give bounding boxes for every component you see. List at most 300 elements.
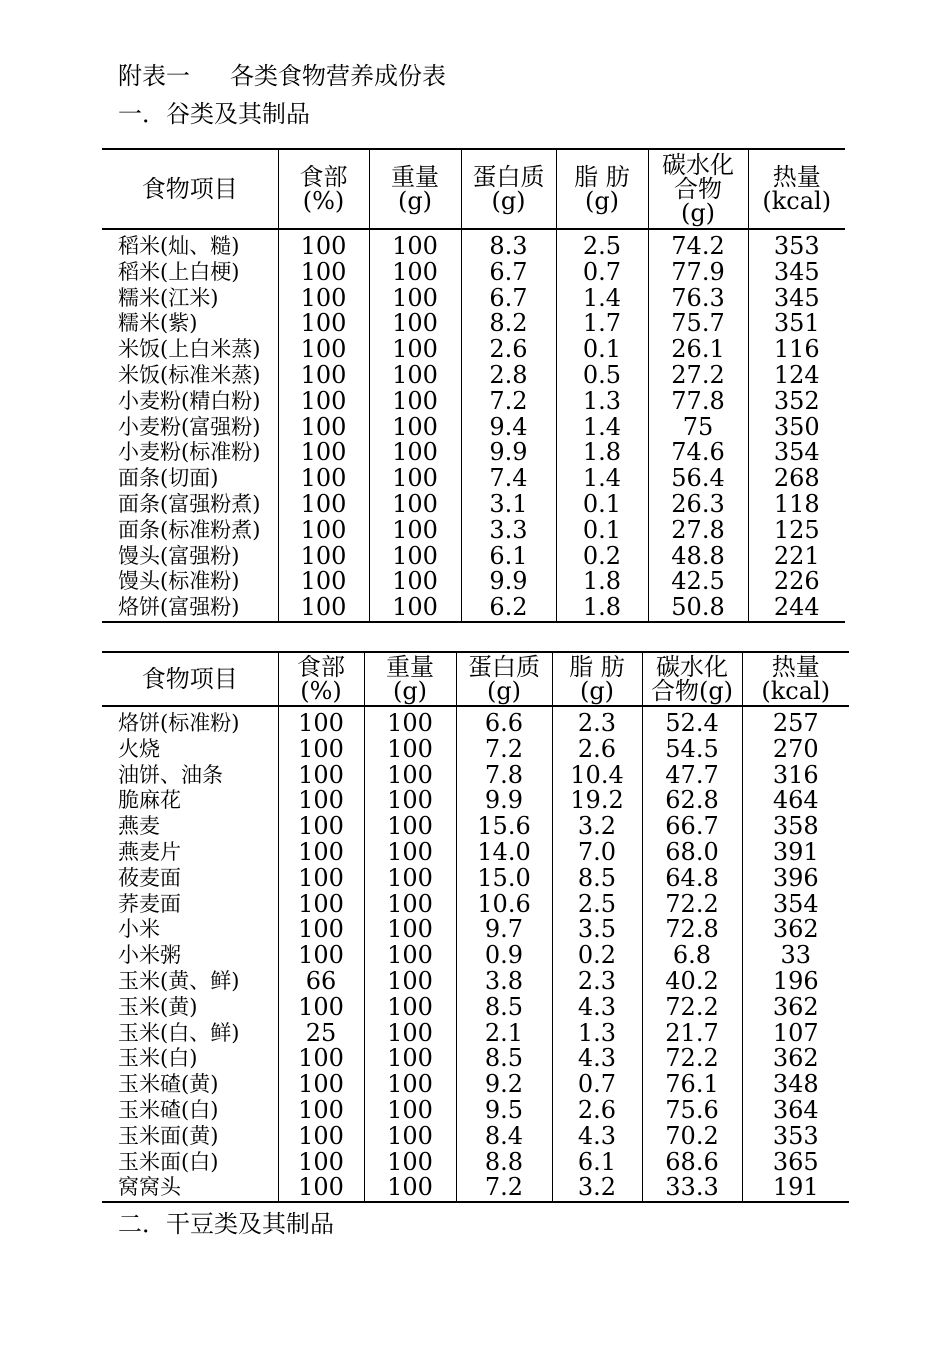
cell-fat: 2.6 <box>552 1098 642 1124</box>
cell-carbohydrate: 72.8 <box>642 917 742 943</box>
cell-fat: 4.3 <box>552 995 642 1021</box>
header-line: (g) <box>584 187 620 215</box>
table-row <box>102 595 845 622</box>
cell-edible-portion: 100 <box>278 892 364 918</box>
cell-energy: 107 <box>742 1021 849 1047</box>
header-line: (g) <box>486 677 522 705</box>
cell-edible-portion: 100 <box>278 840 364 866</box>
cell-carbohydrate: 75.7 <box>648 311 748 337</box>
cell-food-item: 面条(富强粉煮) <box>118 491 261 516</box>
cell-weight: 100 <box>364 1175 456 1202</box>
cell-edible-portion: 100 <box>278 260 369 286</box>
cell-energy: 354 <box>742 892 849 918</box>
cell-protein: 10.6 <box>456 892 552 918</box>
cell-edible-portion: 100 <box>278 866 364 892</box>
cell-energy: 257 <box>742 706 849 737</box>
header-energy <box>748 149 845 229</box>
cell-edible-portion: 100 <box>278 788 364 814</box>
table-title: 各类食物营养成份表 <box>230 62 446 90</box>
cell-food-item: 玉米面(黄) <box>118 1123 219 1148</box>
cell-protein: 7.8 <box>456 763 552 789</box>
cell-carbohydrate: 21.7 <box>642 1021 742 1047</box>
header-protein <box>461 149 556 229</box>
cell-fat: 0.1 <box>556 492 648 518</box>
cell-carbohydrate: 70.2 <box>642 1124 742 1150</box>
table-row <box>102 840 849 866</box>
cell-fat: 3.2 <box>552 1175 642 1202</box>
cell-energy: 221 <box>748 544 845 570</box>
cell-protein: 6.2 <box>461 595 556 622</box>
cell-weight: 100 <box>364 892 456 918</box>
cell-energy: 345 <box>748 260 845 286</box>
cell-energy: 352 <box>748 389 845 415</box>
cell-protein: 8.8 <box>456 1150 552 1176</box>
cell-weight: 100 <box>364 763 456 789</box>
cell-protein: 15.0 <box>456 866 552 892</box>
table-header-row <box>102 149 845 229</box>
cell-protein: 2.1 <box>456 1021 552 1047</box>
cell-fat: 4.3 <box>552 1046 642 1072</box>
header-line: 蛋白质 <box>472 163 545 191</box>
cell-fat: 10.4 <box>552 763 642 789</box>
cell-fat: 1.4 <box>556 415 648 441</box>
cell-energy: 345 <box>748 286 845 312</box>
cell-fat: 2.5 <box>556 229 648 260</box>
header-energy <box>742 652 849 706</box>
cell-edible-portion: 100 <box>278 737 364 763</box>
cell-carbohydrate: 48.8 <box>648 544 748 570</box>
header-food-item <box>102 652 278 706</box>
cell-carbohydrate: 26.1 <box>648 337 748 363</box>
cell-energy: 391 <box>742 840 849 866</box>
cell-weight: 100 <box>369 415 461 441</box>
cell-weight: 100 <box>369 569 461 595</box>
cell-fat: 3.2 <box>552 814 642 840</box>
table-row <box>102 995 849 1021</box>
cell-energy: 270 <box>742 737 849 763</box>
cell-fat: 0.7 <box>556 260 648 286</box>
table-row <box>102 943 849 969</box>
cell-food-item: 荞麦面 <box>118 891 181 916</box>
cell-energy: 362 <box>742 1046 849 1072</box>
cell-weight: 100 <box>369 595 461 622</box>
nutrition-table-1 <box>102 148 845 623</box>
cell-fat: 0.2 <box>552 943 642 969</box>
cell-weight: 100 <box>364 737 456 763</box>
cell-weight: 100 <box>364 1150 456 1176</box>
cell-carbohydrate: 77.9 <box>648 260 748 286</box>
header-line: (g) <box>392 677 428 705</box>
cell-weight: 100 <box>364 840 456 866</box>
cell-edible-portion: 100 <box>278 943 364 969</box>
cell-carbohydrate: 72.2 <box>642 1046 742 1072</box>
cell-weight: 100 <box>369 466 461 492</box>
cell-carbohydrate: 74.6 <box>648 440 748 466</box>
cell-carbohydrate: 68.0 <box>642 840 742 866</box>
cell-protein: 8.5 <box>456 1046 552 1072</box>
cell-energy: 364 <box>742 1098 849 1124</box>
table-row <box>102 311 845 337</box>
cell-protein: 3.1 <box>461 492 556 518</box>
cell-protein: 3.3 <box>461 518 556 544</box>
cell-carbohydrate: 76.1 <box>642 1072 742 1098</box>
cell-protein: 9.5 <box>456 1098 552 1124</box>
cell-edible-portion: 100 <box>278 337 369 363</box>
cell-protein: 9.2 <box>456 1072 552 1098</box>
cell-protein: 7.2 <box>456 737 552 763</box>
cell-edible-portion: 100 <box>278 518 369 544</box>
header-edible-portion <box>278 149 369 229</box>
header-line: (%) <box>300 677 342 705</box>
table-row <box>102 569 845 595</box>
cell-carbohydrate: 75 <box>648 415 748 441</box>
cell-protein: 8.2 <box>461 311 556 337</box>
cell-edible-portion: 100 <box>278 1175 364 1202</box>
header-line: (kcal) <box>761 677 831 705</box>
cell-energy: 354 <box>748 440 845 466</box>
cell-fat: 0.2 <box>556 544 648 570</box>
cell-energy: 353 <box>748 229 845 260</box>
cell-energy: 124 <box>748 363 845 389</box>
header-line: 合物(g) <box>650 677 734 705</box>
header-protein <box>456 652 552 706</box>
cell-food-item: 米饭(上白米蒸) <box>118 337 261 362</box>
cell-food-item: 玉米碴(黄) <box>118 1072 219 1097</box>
cell-weight: 100 <box>364 1046 456 1072</box>
cell-edible-portion: 100 <box>278 363 369 389</box>
table-row <box>102 389 845 415</box>
cell-protein: 7.2 <box>456 1175 552 1202</box>
cell-fat: 19.2 <box>552 788 642 814</box>
cell-weight: 100 <box>364 917 456 943</box>
cell-edible-portion: 25 <box>278 1021 364 1047</box>
cell-energy: 116 <box>748 337 845 363</box>
table-row <box>102 286 845 312</box>
header-fat <box>556 149 648 229</box>
cell-food-item: 馒头(富强粉) <box>118 543 240 568</box>
cell-food-item: 小麦粉(精白粉) <box>118 388 261 413</box>
cell-protein: 6.1 <box>461 544 556 570</box>
cell-fat: 1.8 <box>556 569 648 595</box>
cell-energy: 365 <box>742 1150 849 1176</box>
cell-protein: 8.5 <box>456 995 552 1021</box>
section-heading-beans: 二．干豆类及其制品 <box>118 1210 334 1238</box>
header-line: 热量 <box>772 163 821 191</box>
header-weight <box>369 149 461 229</box>
header-weight <box>364 652 456 706</box>
cell-edible-portion: 100 <box>278 1150 364 1176</box>
cell-fat: 4.3 <box>552 1124 642 1150</box>
cell-carbohydrate: 64.8 <box>642 866 742 892</box>
cell-edible-portion: 100 <box>278 595 369 622</box>
cell-food-item: 小麦粉(富强粉) <box>118 414 261 439</box>
cell-fat: 0.1 <box>556 518 648 544</box>
table-row <box>102 737 849 763</box>
cell-food-item: 玉米(黄、鲜) <box>118 968 240 993</box>
cell-weight: 100 <box>369 544 461 570</box>
cell-weight: 100 <box>364 943 456 969</box>
header-line: 脂 肪 <box>574 163 630 191</box>
cell-edible-portion: 100 <box>278 995 364 1021</box>
cell-edible-portion: 100 <box>278 544 369 570</box>
cell-weight: 100 <box>369 229 461 260</box>
cell-food-item: 小米粥 <box>118 943 181 968</box>
cell-food-item: 米饭(标准米蒸) <box>118 362 261 387</box>
cell-carbohydrate: 50.8 <box>648 595 748 622</box>
cell-energy: 244 <box>748 595 845 622</box>
cell-protein: 7.4 <box>461 466 556 492</box>
cell-protein: 9.9 <box>461 440 556 466</box>
cell-edible-portion: 100 <box>278 706 364 737</box>
cell-weight: 100 <box>369 260 461 286</box>
cell-protein: 14.0 <box>456 840 552 866</box>
cell-food-item: 玉米碴(白) <box>118 1097 219 1122</box>
cell-edible-portion: 100 <box>278 917 364 943</box>
header-line: (g) <box>579 677 615 705</box>
cell-edible-portion: 100 <box>278 492 369 518</box>
cell-fat: 1.8 <box>556 440 648 466</box>
cell-fat: 2.3 <box>552 969 642 995</box>
cell-edible-portion: 100 <box>278 1098 364 1124</box>
cell-weight: 100 <box>364 995 456 1021</box>
header-line: 重量 <box>391 163 439 191</box>
header-line: (%) <box>302 187 345 215</box>
cell-food-item: 稻米(灿、糙) <box>118 234 240 258</box>
table-row <box>102 1124 849 1150</box>
header-line: (g) <box>491 187 526 215</box>
cell-protein: 8.4 <box>456 1124 552 1150</box>
cell-fat: 1.7 <box>556 311 648 337</box>
header-line: 热量 <box>771 653 820 681</box>
table-row <box>102 229 845 260</box>
cell-weight: 100 <box>364 706 456 737</box>
cell-weight: 100 <box>364 1021 456 1047</box>
cell-weight: 100 <box>364 1124 456 1150</box>
header-line: 碳水化 <box>656 653 728 681</box>
cell-edible-portion: 100 <box>278 440 369 466</box>
cell-protein: 6.6 <box>456 706 552 737</box>
cell-carbohydrate: 72.2 <box>642 892 742 918</box>
cell-food-item: 糯米(江米) <box>118 285 219 310</box>
cell-protein: 8.3 <box>461 229 556 260</box>
cell-carbohydrate: 6.8 <box>642 943 742 969</box>
cell-protein: 9.9 <box>456 788 552 814</box>
cell-edible-portion: 100 <box>278 229 369 260</box>
cell-food-item: 玉米面(白) <box>118 1149 219 1174</box>
cell-energy: 33 <box>742 943 849 969</box>
cell-edible-portion: 100 <box>278 814 364 840</box>
cell-food-item: 烙饼(标准粉) <box>118 711 240 735</box>
table-row <box>102 1072 849 1098</box>
table-row <box>102 814 849 840</box>
cell-food-item: 糯米(紫) <box>118 311 198 336</box>
cell-energy: 464 <box>742 788 849 814</box>
header-line: 食部 <box>297 653 345 681</box>
cell-protein: 3.8 <box>456 969 552 995</box>
cell-fat: 0.1 <box>556 337 648 363</box>
cell-carbohydrate: 68.6 <box>642 1150 742 1176</box>
cell-weight: 100 <box>369 363 461 389</box>
cell-edible-portion: 100 <box>278 1046 364 1072</box>
header-line: 重量 <box>386 653 434 681</box>
document-title <box>118 56 446 91</box>
cell-energy: 196 <box>742 969 849 995</box>
cell-energy: 396 <box>742 866 849 892</box>
cell-fat: 3.5 <box>552 917 642 943</box>
cell-edible-portion: 100 <box>278 1072 364 1098</box>
cell-carbohydrate: 77.8 <box>648 389 748 415</box>
appendix-label: 附表一 <box>118 62 190 90</box>
cell-protein: 9.9 <box>461 569 556 595</box>
table-row <box>102 1046 849 1072</box>
nutrition-table-2 <box>102 651 849 1203</box>
table-row <box>102 917 849 943</box>
cell-fat: 2.6 <box>552 737 642 763</box>
cell-weight: 100 <box>364 1098 456 1124</box>
header-food-item <box>102 149 278 229</box>
cell-weight: 100 <box>364 969 456 995</box>
cell-protein: 6.7 <box>461 286 556 312</box>
cell-carbohydrate: 47.7 <box>642 763 742 789</box>
header-carbohydrate <box>648 149 748 229</box>
cell-energy: 362 <box>742 995 849 1021</box>
header-carbohydrate <box>642 652 742 706</box>
cell-protein: 2.6 <box>461 337 556 363</box>
cell-weight: 100 <box>369 492 461 518</box>
cell-food-item: 馒头(标准粉) <box>118 569 240 594</box>
header-line: 食物项目 <box>141 665 238 693</box>
cell-fat: 8.5 <box>552 866 642 892</box>
table-row <box>102 544 845 570</box>
cell-food-item: 油饼、油条 <box>118 762 223 787</box>
header-line: 蛋白质 <box>468 653 540 681</box>
cell-edible-portion: 100 <box>278 1124 364 1150</box>
cell-edible-portion: 100 <box>278 311 369 337</box>
cell-energy: 191 <box>742 1175 849 1202</box>
cell-food-item: 小米 <box>118 917 160 942</box>
cell-fat: 2.5 <box>552 892 642 918</box>
cell-protein: 2.8 <box>461 363 556 389</box>
table-row <box>102 892 849 918</box>
cell-carbohydrate: 56.4 <box>648 466 748 492</box>
cell-carbohydrate: 74.2 <box>648 229 748 260</box>
cell-energy: 351 <box>748 311 845 337</box>
table-row <box>102 866 849 892</box>
table-row <box>102 440 845 466</box>
cell-edible-portion: 100 <box>278 415 369 441</box>
cell-fat: 1.3 <box>552 1021 642 1047</box>
cell-fat: 0.7 <box>552 1072 642 1098</box>
cell-protein: 9.7 <box>456 917 552 943</box>
table-row <box>102 706 849 737</box>
cell-energy: 118 <box>748 492 845 518</box>
header-fat <box>552 652 642 706</box>
cell-food-item: 面条(切面) <box>118 466 219 491</box>
cell-energy: 362 <box>742 917 849 943</box>
cell-fat: 2.3 <box>552 706 642 737</box>
cell-food-item: 面条(标准粉煮) <box>118 517 261 542</box>
header-line: (kcal) <box>762 187 832 215</box>
cell-food-item: 玉米(白) <box>118 1046 198 1071</box>
cell-food-item: 烙饼(富强粉) <box>118 595 240 620</box>
table-row <box>102 415 845 441</box>
cell-fat: 7.0 <box>552 840 642 866</box>
cell-energy: 348 <box>742 1072 849 1098</box>
cell-weight: 100 <box>369 389 461 415</box>
table-row <box>102 969 849 995</box>
table-row <box>102 763 849 789</box>
cell-carbohydrate: 42.5 <box>648 569 748 595</box>
table-row <box>102 1098 849 1124</box>
cell-edible-portion: 100 <box>278 763 364 789</box>
table-row <box>102 788 849 814</box>
table-row <box>102 1150 849 1176</box>
cell-food-item: 脆麻花 <box>118 788 181 813</box>
cell-food-item: 燕麦 <box>118 814 160 839</box>
cell-food-item: 莜麦面 <box>118 865 181 890</box>
cell-energy: 226 <box>748 569 845 595</box>
header-line: 脂 肪 <box>569 653 625 681</box>
cell-fat: 1.3 <box>556 389 648 415</box>
cell-weight: 100 <box>364 1072 456 1098</box>
cell-weight: 100 <box>369 440 461 466</box>
cell-carbohydrate: 62.8 <box>642 788 742 814</box>
cell-weight: 100 <box>364 866 456 892</box>
cell-carbohydrate: 54.5 <box>642 737 742 763</box>
header-line: 食部 <box>299 163 348 191</box>
cell-edible-portion: 100 <box>278 286 369 312</box>
cell-protein: 15.6 <box>456 814 552 840</box>
cell-fat: 1.4 <box>556 286 648 312</box>
table-row <box>102 363 845 389</box>
cell-fat: 1.8 <box>556 595 648 622</box>
cell-food-item: 玉米(白、鲜) <box>118 1020 240 1045</box>
cell-carbohydrate: 52.4 <box>642 706 742 737</box>
cell-food-item: 火烧 <box>118 736 160 761</box>
cell-carbohydrate: 26.3 <box>648 492 748 518</box>
cell-energy: 316 <box>742 763 849 789</box>
cell-weight: 100 <box>369 311 461 337</box>
section-heading-cereals: 一．谷类及其制品 <box>118 100 310 128</box>
table-header-row <box>102 652 849 706</box>
table-row <box>102 518 845 544</box>
table-row <box>102 1021 849 1047</box>
cell-protein: 0.9 <box>456 943 552 969</box>
cell-food-item: 稻米(上白梗) <box>118 259 240 284</box>
cell-food-item: 玉米(黄) <box>118 994 198 1019</box>
cell-energy: 268 <box>748 466 845 492</box>
table-row <box>102 492 845 518</box>
table-row <box>102 260 845 286</box>
cell-weight: 100 <box>369 286 461 312</box>
cell-edible-portion: 100 <box>278 466 369 492</box>
cell-carbohydrate: 33.3 <box>642 1175 742 1202</box>
cell-carbohydrate: 40.2 <box>642 969 742 995</box>
cell-carbohydrate: 76.3 <box>648 286 748 312</box>
cell-energy: 358 <box>742 814 849 840</box>
table-row <box>102 466 845 492</box>
table-row <box>102 1175 849 1202</box>
header-line: 食物项目 <box>141 175 238 203</box>
cell-carbohydrate: 75.6 <box>642 1098 742 1124</box>
cell-protein: 6.7 <box>461 260 556 286</box>
header-line: 碳水化 <box>662 151 734 179</box>
cell-edible-portion: 100 <box>278 389 369 415</box>
cell-food-item: 燕麦片 <box>118 839 181 864</box>
header-line: (g) <box>680 199 716 227</box>
cell-food-item: 小麦粉(标准粉) <box>118 440 261 465</box>
cell-energy: 125 <box>748 518 845 544</box>
